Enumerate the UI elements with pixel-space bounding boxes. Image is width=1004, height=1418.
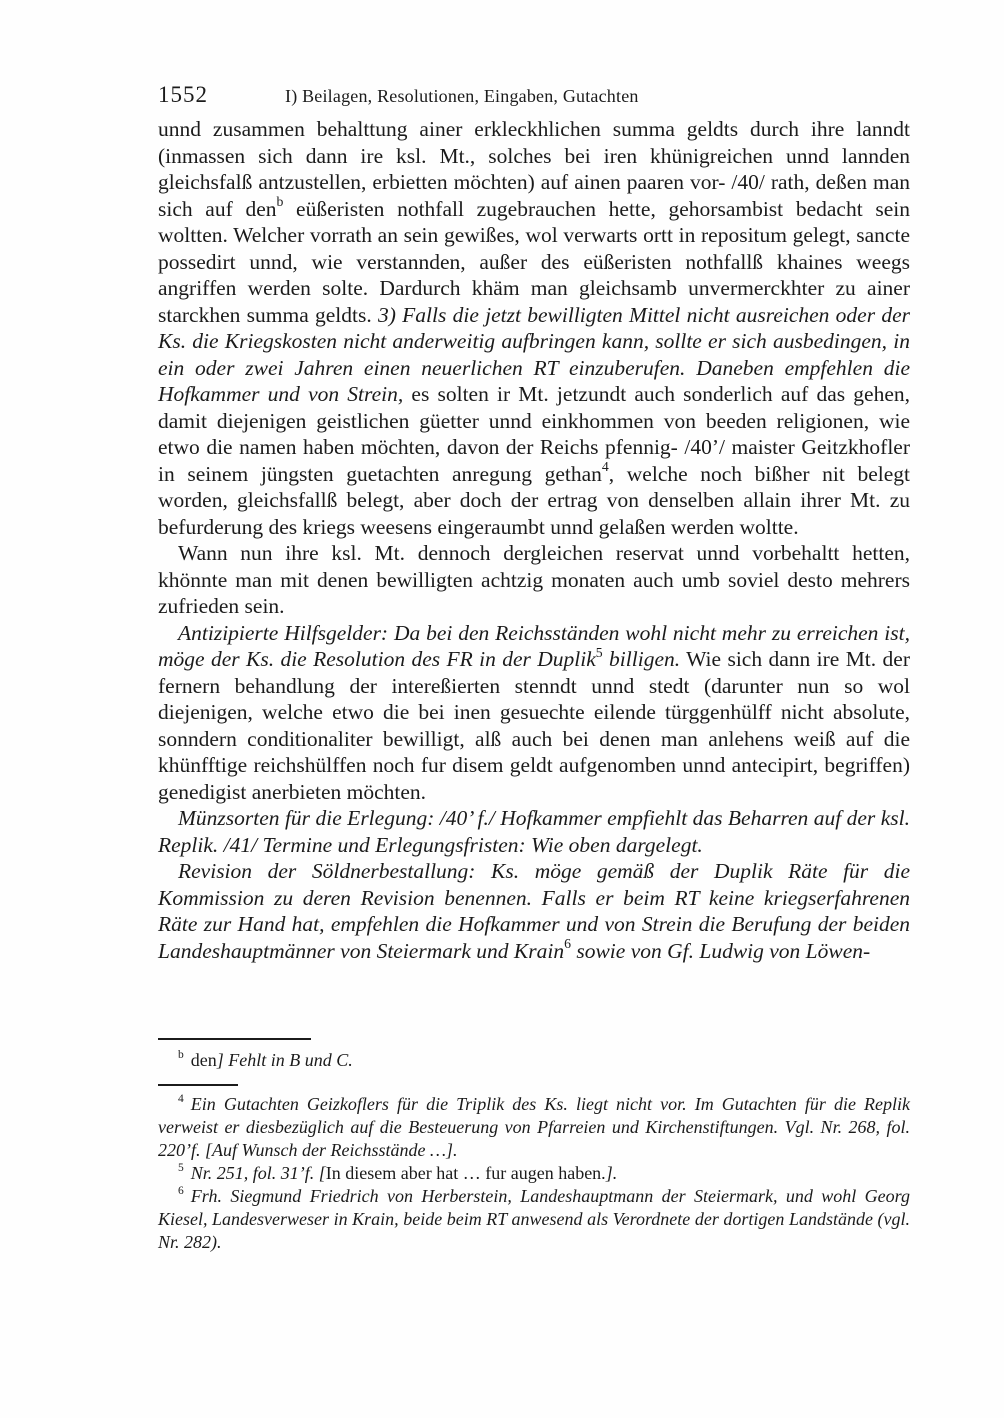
footnote-mark-5: 5 bbox=[178, 1162, 184, 1174]
footnote-area bbox=[158, 1038, 910, 1254]
text-run-italic: Revision der Söldnerbestallung: Ks. möge gemäß der Duplik Räte für die Kommission zu deren Revision benennen. Falls er beim RT keine kriegserfahrenen Räte zur Hand hat, empfehlen die Hofkammer und von Strein die Berufung der beiden Landeshauptmänner von Steiermark und Krain bbox=[158, 859, 910, 963]
footnote-ref-4: 4 bbox=[601, 459, 609, 475]
footnote-mark-4: 4 bbox=[178, 1093, 184, 1105]
text-run: es solten ir Mt. jetzundt auch sonderlich auf das gehen, damit diejenigen geistlichen güetter unnd einkhommen von beeden religionen, wie etwo die namen haben möchten, davon der Reichs pfennig- /40’/ maister Geitzkhofler in seinem jüngsten guetachten anregung gethan bbox=[158, 382, 910, 486]
paragraph-5 bbox=[158, 858, 910, 964]
text-run: eüßeristen nothfall zugebrauchen hette, gehorsambist bedacht sein woltten. Welcher vorrath an sein gewißes, wol verwarts ortt in repositum gelegt, sancte possedirt unnd, wie verstannden, außer des eüßeristen nothfallß khaines weegs angriffen werden solte. Dardurch khäm man gleichsamb unvermerckhter zu ainer starckhen summa geldts. bbox=[158, 196, 910, 327]
footnote-6 bbox=[158, 1185, 910, 1254]
text-run-italic: billigen. bbox=[602, 647, 681, 671]
footnote-5 bbox=[158, 1162, 910, 1185]
paragraph-3 bbox=[158, 620, 910, 806]
text-run-italic: 3) Falls die jetzt bewilligten Mittel nicht ausreichen oder der Ks. die Kriegskosten nicht anderweitig aufbringen kann, sollte er sich ausbedingen, in ein oder zwei Jahren einen neuerlichen RT einzuberufen. Daneben empfehlen die Hofkammer und von Strein, bbox=[158, 302, 911, 406]
apparatus-note-b bbox=[158, 1049, 910, 1072]
paragraph-1 bbox=[158, 116, 910, 540]
footnote-text-italic: Frh. Siegmund Friedrich von Herberstein, Landeshauptmann der Steiermark, und wohl Georg Kiesel, Landesverweser in Krain, beide beim RT anwesend als Verordnete der dortigen Landstände (vgl. Nr. 282). bbox=[158, 1186, 910, 1252]
footnote-mark-6: 6 bbox=[178, 1185, 184, 1197]
paragraph-2 bbox=[158, 540, 910, 620]
footnote-separator-rule bbox=[158, 1084, 238, 1086]
footnote-ref-b: b bbox=[276, 194, 284, 210]
paragraph-4 bbox=[158, 805, 910, 858]
apparatus-lemma: den bbox=[190, 1050, 217, 1070]
footnote-ref-5: 5 bbox=[595, 644, 603, 660]
page-number: 1552 bbox=[158, 82, 208, 107]
main-text-block bbox=[158, 116, 910, 964]
text-run: , welche noch bißher nit belegt worden, gleichsfallß belegt, aber doch der ertrag von denselben allain ihrer Mt. zu befurderung des kriegs weesens eingeraumbt unnd gelaßen werden woltte. bbox=[158, 461, 911, 539]
footnote-text: In diesem aber hat … fur augen haben. bbox=[325, 1163, 606, 1183]
footnote-text-italic: Nr. 251, fol. 31’f. [ bbox=[190, 1163, 326, 1183]
footnote-ref-6: 6 bbox=[564, 936, 571, 952]
apparatus-mark-b: b bbox=[178, 1049, 184, 1061]
footnote-text-italic: Ein Gutachten Geizkoflers für die Triplik des Ks. liegt nicht vor. Im Gutachten für die Replik verweist er diesbezüglich auf die Besteuerung von Pfarreien und Kirchenstiftungen. Vgl. Nr. 268, fol. 220’f. [Auf Wunsch der Reichsstände …]. bbox=[158, 1094, 910, 1160]
apparatus-comment: ] Fehlt in B und C. bbox=[216, 1050, 353, 1070]
text-run-italic: Antizipierte Hilfsgelder: Da bei den Reichsständen wohl nicht mehr zu erreichen ist, möge der Ks. die Resolution des FR in der Duplik bbox=[158, 620, 910, 671]
text-run: Wann nun ihre ksl. Mt. dennoch dergleichen reservat unnd vorbehaltt hetten, khönnte man mit denen bewilligten achtzig monaten auch umb soviel desto mehrers zufrieden sein. bbox=[158, 541, 910, 618]
running-title: I) Beilagen, Resolutionen, Eingaben, Gutachten bbox=[285, 86, 639, 106]
text-run-italic: Münzsorten für die Erlegung: /40’ f./ Hofkammer empfiehlt das Beharren auf der ksl. Replik. /41/ Termine und Erlegungsfristen: Wie oben dargelegt. bbox=[158, 806, 910, 857]
text-run: Wie sich dann ire Mt. der fernern behandlung der intereßierten stenndt unnd stedt (darunter nun so wol diejenigen, welche etwo die bei inen gesuechte eilende türggenhülff nicht absolute, sonndern conditionaliter bewilligt, alß auch bei denen man anlehens weiß auf die khünfftige reichshülffen noch fur disem geldt aufgenomben unnd antecipirt, begriffen) genedigist anerbieten möchten. bbox=[158, 647, 910, 804]
text-run: unnd zusammen behalttung ainer erkleckhlichen summa geldts durch ihre lanndt (inmassen sich dann ire ksl. Mt., solches bei iren khünigreichen unnd lannden gleichsfalß antzustellen, erbietten möchten) auf ainen paaren vor- /40/ rath, deßen man sich auf den bbox=[158, 117, 910, 221]
apparatus-separator-rule bbox=[158, 1038, 311, 1040]
text-run-italic: sowie von Gf. Ludwig von Löwen- bbox=[570, 938, 871, 963]
footnote-text-italic: ]. bbox=[605, 1163, 618, 1183]
footnote-4 bbox=[158, 1093, 910, 1162]
